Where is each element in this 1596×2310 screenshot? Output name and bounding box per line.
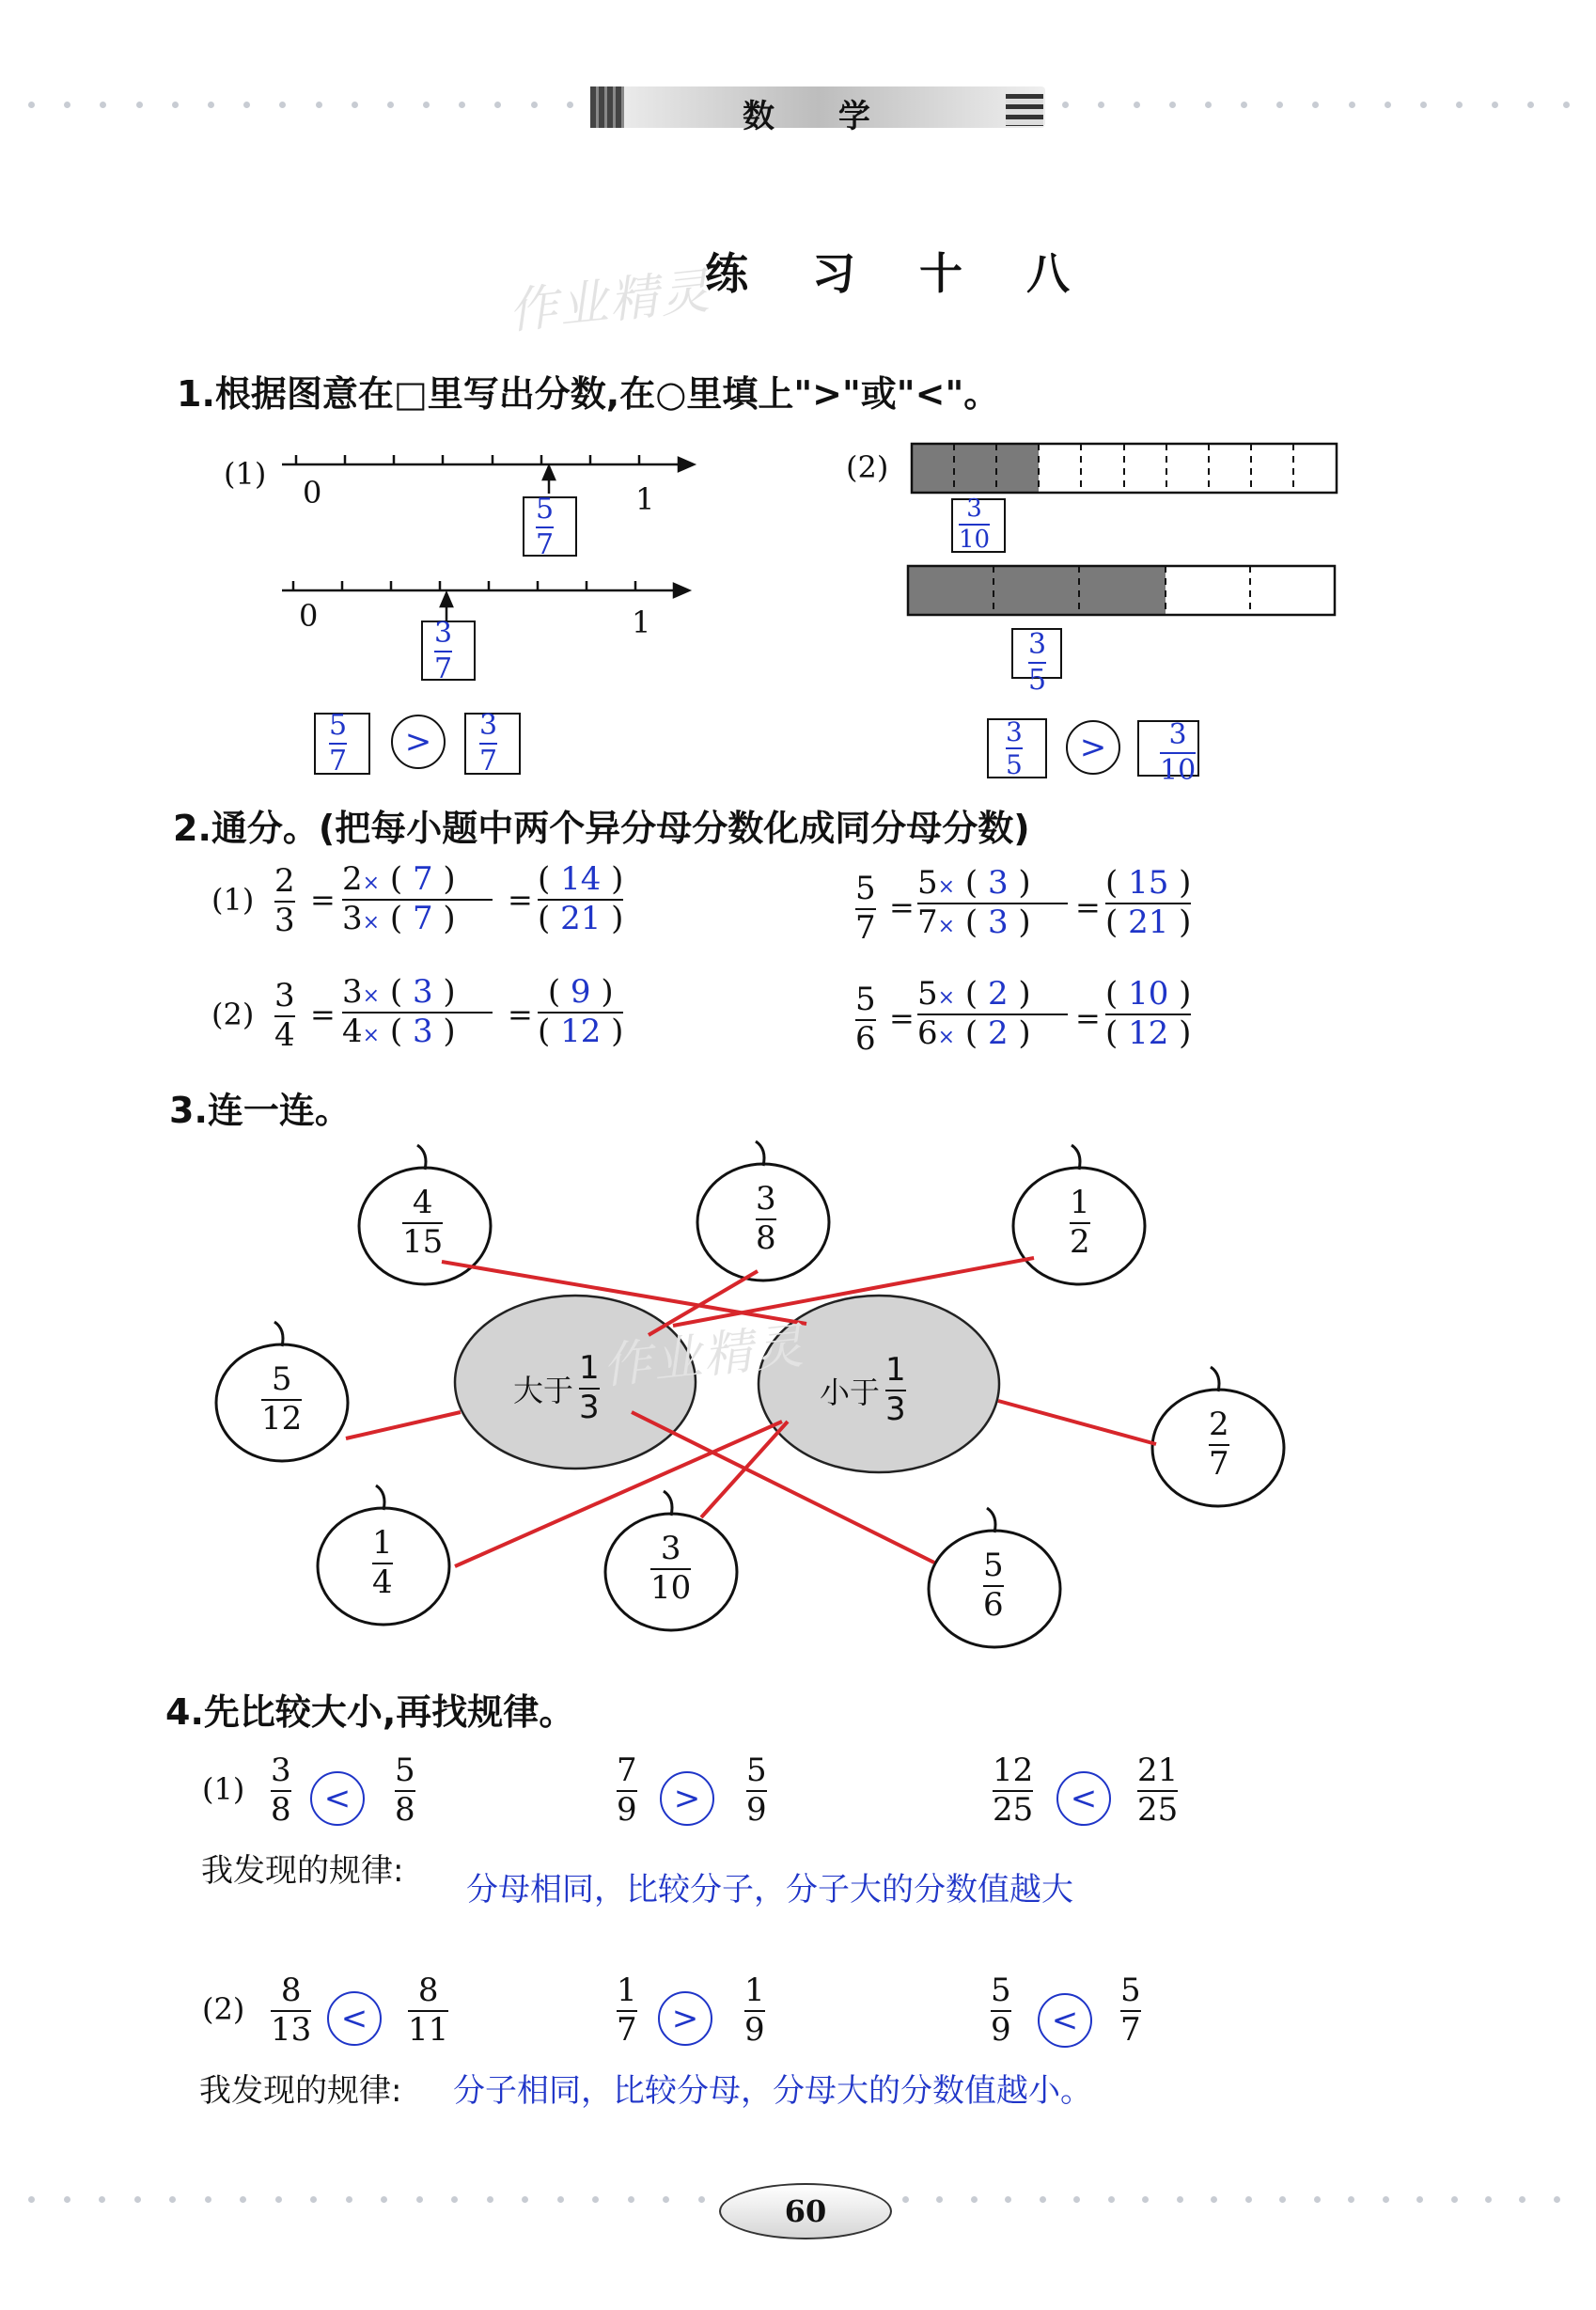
rule-label-2: 我发现的规律: (199, 2072, 402, 2110)
q2-result-3: ( 9 ) ( 12 ) (538, 973, 624, 1050)
header-title: 数 学 (743, 98, 897, 135)
q2-expansion-3: 3× ( 3 ) 4× ( 3 ) (342, 976, 493, 1048)
line2-one: 1 (632, 605, 651, 640)
apple-fraction-2-7: 2 7 (1209, 1406, 1229, 1483)
page-number: 60 (719, 2183, 892, 2239)
footer-dots-right (902, 2196, 1560, 2206)
rule-answer-2[interactable]: 分子相同，比较分母，分母大的分数值越小。 (453, 2072, 1092, 2110)
q4-1-a: 3 8 (271, 1752, 291, 1829)
q2-fraction-2-3: 2 3 (274, 862, 295, 939)
compare-left-fraction: 5 7 (329, 709, 348, 778)
q1-part1-label: (1) (224, 456, 267, 492)
q1-part2-label: (2) (846, 449, 889, 485)
less-than-label: 小于 $\frac{1}{3}$ (820, 1351, 906, 1428)
q4-1-b: 5 8 (395, 1752, 415, 1829)
rule-answer-1[interactable]: 分母相同，比较分子，分子大的分数值越大 (466, 1871, 1073, 1909)
apple-fraction-5-12: 5 12 (261, 1360, 303, 1438)
q2-expansion-2: 5× ( 3 ) 7× ( 3 ) (917, 867, 1068, 939)
line1-zero: 0 (303, 475, 322, 511)
watermark-mid: 作业精灵 (600, 1317, 808, 1396)
line2-zero: 0 (299, 598, 319, 634)
q2-expansion-4: 5× ( 2 ) 6× ( 2 ) (917, 978, 1068, 1050)
equals-sign: = (310, 997, 336, 1032)
q4-4-a: 8 13 (271, 1972, 312, 2049)
q4-2-circle-2[interactable]: > (658, 1991, 712, 2046)
compare2-circle[interactable]: > (1066, 720, 1120, 775)
section-title: 练 习 十 八 (705, 248, 1095, 299)
apple-fraction-5-6: 5 6 (983, 1547, 1004, 1624)
q2-fraction-5-7: 5 7 (855, 870, 876, 947)
q2-fraction-3-4: 3 4 (274, 977, 295, 1054)
number-lines (0, 0, 1596, 846)
matching-diagram (0, 1128, 1596, 1655)
compare-right-fraction: 3 7 (479, 709, 498, 778)
q4-6-a: 5 9 (991, 1972, 1011, 2049)
equals-sign: = (889, 1000, 915, 1036)
equals-sign: = (310, 882, 336, 918)
q1-prompt: 1.根据图意在□里写出分数,在○里填上">"或"<"。 (177, 373, 1000, 415)
greater-than-label: 大于 $\frac{1}{3}$ (513, 1349, 600, 1426)
q2-prompt: 2.通分。(把每小题中两个异分母分数化成同分母分数) (173, 808, 1030, 849)
q4-2-circle-1[interactable]: < (327, 1991, 382, 2046)
compare2-right-fraction: 3 10 (1160, 718, 1197, 787)
apple-fraction-3-8: 3 8 (756, 1180, 776, 1257)
q4-1-circle-3[interactable]: < (1056, 1771, 1111, 1826)
q4-part2-label: (2) (202, 1991, 245, 2027)
bar1-shaded (912, 444, 1039, 493)
q4-2-circle-3[interactable]: < (1038, 1993, 1092, 2048)
equals-sign: = (508, 882, 533, 918)
fraction-3-7: 3 7 (434, 617, 453, 685)
watermark-top: 作业精灵 (506, 262, 714, 341)
q4-part1-label: (1) (202, 1771, 245, 1807)
q4-1-circle-2[interactable]: > (660, 1771, 714, 1826)
footer-dots-left (28, 2196, 705, 2206)
q2-fraction-5-6: 5 6 (855, 981, 876, 1058)
equals-sign: = (1075, 1000, 1101, 1036)
q4-6-b: 5 7 (1120, 1972, 1141, 2049)
equals-sign: = (508, 997, 533, 1032)
q3-prompt: 3.连一连。 (169, 1090, 351, 1131)
fraction-3-10: 3 10 (959, 495, 991, 555)
equals-sign: = (1075, 889, 1101, 925)
q4-5-a: 1 7 (617, 1972, 637, 2049)
q2-result-1: ( 14 ) ( 21 ) (538, 860, 624, 937)
line1-one: 1 (635, 481, 655, 517)
q2-result-4: ( 10 ) ( 12 ) (1105, 975, 1192, 1052)
fraction-3-5: 3 5 (1028, 628, 1047, 697)
q2-row2-label: (2) (211, 997, 255, 1032)
q4-2-b: 5 9 (746, 1752, 767, 1829)
q4-4-b: 8 11 (408, 1972, 449, 2049)
rule-label-1: 我发现的规律: (201, 1852, 404, 1890)
compare2-left-fraction: 3 5 (1006, 716, 1023, 781)
q4-1-circle-1[interactable]: < (310, 1771, 365, 1826)
apple-fraction-1-2: 1 2 (1070, 1184, 1090, 1261)
apple-fraction-3-10: 3 10 (650, 1530, 692, 1607)
equals-sign: = (889, 889, 915, 925)
q4-5-b: 1 9 (744, 1972, 765, 2049)
q4-3-a: 12 25 (993, 1752, 1034, 1829)
q4-2-a: 7 9 (617, 1752, 637, 1829)
apple-fraction-4-15: 4 15 (402, 1184, 444, 1261)
q4-prompt: 4.先比较大小,再找规律。 (165, 1691, 575, 1733)
apple-fraction-1-4: 1 4 (372, 1524, 393, 1601)
q4-3-b: 21 25 (1137, 1752, 1179, 1829)
q2-result-2: ( 15 ) ( 21 ) (1105, 864, 1192, 941)
q2-row1-label: (1) (211, 882, 255, 918)
bar2-shaded (908, 566, 1166, 615)
fraction-5-7: 5 7 (536, 493, 555, 561)
q2-expansion-1: 2× ( 7 ) 3× ( 7 ) (342, 863, 493, 935)
compare-circle[interactable]: > (391, 715, 446, 769)
